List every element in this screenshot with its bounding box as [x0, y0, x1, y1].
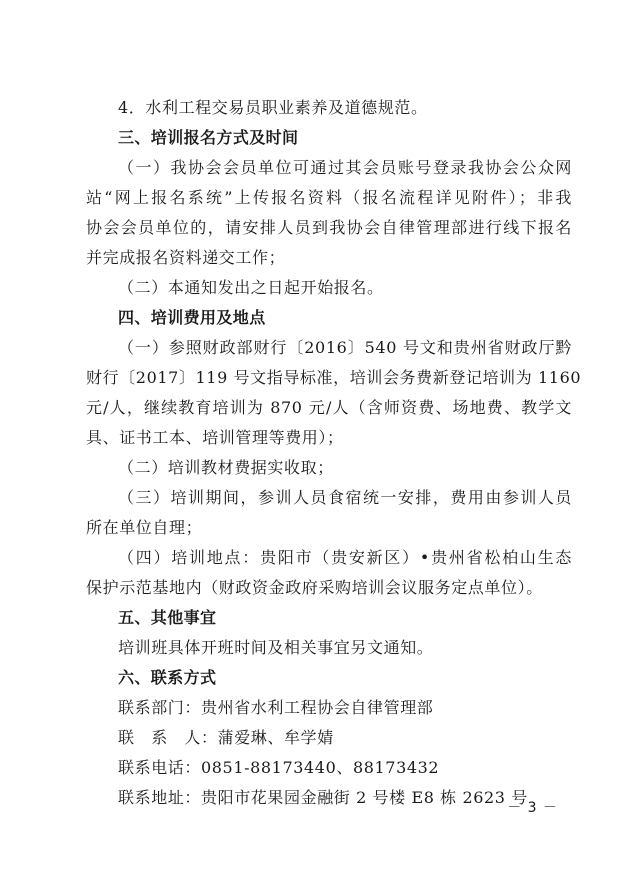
- paragraph-line: （一）我协会会员单位可通过其会员账号登录我协会公众网: [118, 158, 572, 177]
- paragraph-line: 协会会员单位的，请安排人员到我协会自律管理部进行线下报名: [86, 218, 572, 237]
- section-heading-3: 三、培训报名方式及时间: [118, 128, 299, 147]
- paragraph-line: （四）培训地点：贵阳市（贵安新区）•贵州省松柏山生态: [118, 548, 572, 567]
- contact-address: 联系地址：贵阳市花果园金融街 2 号楼 E8 栋 2623 号: [118, 788, 528, 807]
- paragraph-line: 站“网上报名系统”上传报名资料（报名流程详见附件）；非我: [86, 188, 572, 207]
- paragraph-line: （三）培训期间，参训人员食宿统一安排，费用由参训人员: [118, 488, 572, 507]
- section-heading-4: 四、培训费用及地点: [118, 308, 266, 327]
- paragraph-line: 财行〔2017〕119 号文指导标准，培训会务费新登记培训为 1160: [86, 368, 582, 387]
- paragraph-line: 所在单位自理；: [86, 518, 203, 537]
- paragraph-line: （二）培训教材费据实收取；: [118, 458, 334, 477]
- paragraph-line: 元/人，继续教育培训为 870 元/人（含师资费、场地费、教学文: [86, 398, 572, 417]
- contact-person: 联 系 人：蒲爱琳、牟学婧: [118, 728, 334, 747]
- section-heading-6: 六、联系方式: [118, 668, 217, 687]
- page-number: － 3 －: [507, 800, 558, 816]
- contact-phone: 联系电话：0851-88173440、88173432: [118, 758, 440, 777]
- paragraph-line: 并完成报名资料递交工作；: [86, 248, 286, 267]
- contact-department: 联系部门：贵州省水利工程协会自律管理部: [118, 698, 434, 717]
- paragraph-line: （二）本通知发出之日起开始报名。: [118, 278, 384, 297]
- paragraph-line: 保护示范基地内（财政资金政府采购培训会议服务定点单位）。: [86, 578, 543, 597]
- list-item-4: 4．水利工程交易员职业素养及道德规范。: [118, 98, 428, 117]
- paragraph-line: 具、证书工本、培训管理等费用）；: [86, 428, 344, 447]
- section-heading-5: 五、其他事宜: [118, 608, 217, 627]
- paragraph-line: 培训班具体开班时间及相关事宜另文通知。: [118, 638, 434, 657]
- paragraph-line: （一）参照财政部财行〔2016〕540 号文和贵州省财政厅黔: [118, 338, 572, 357]
